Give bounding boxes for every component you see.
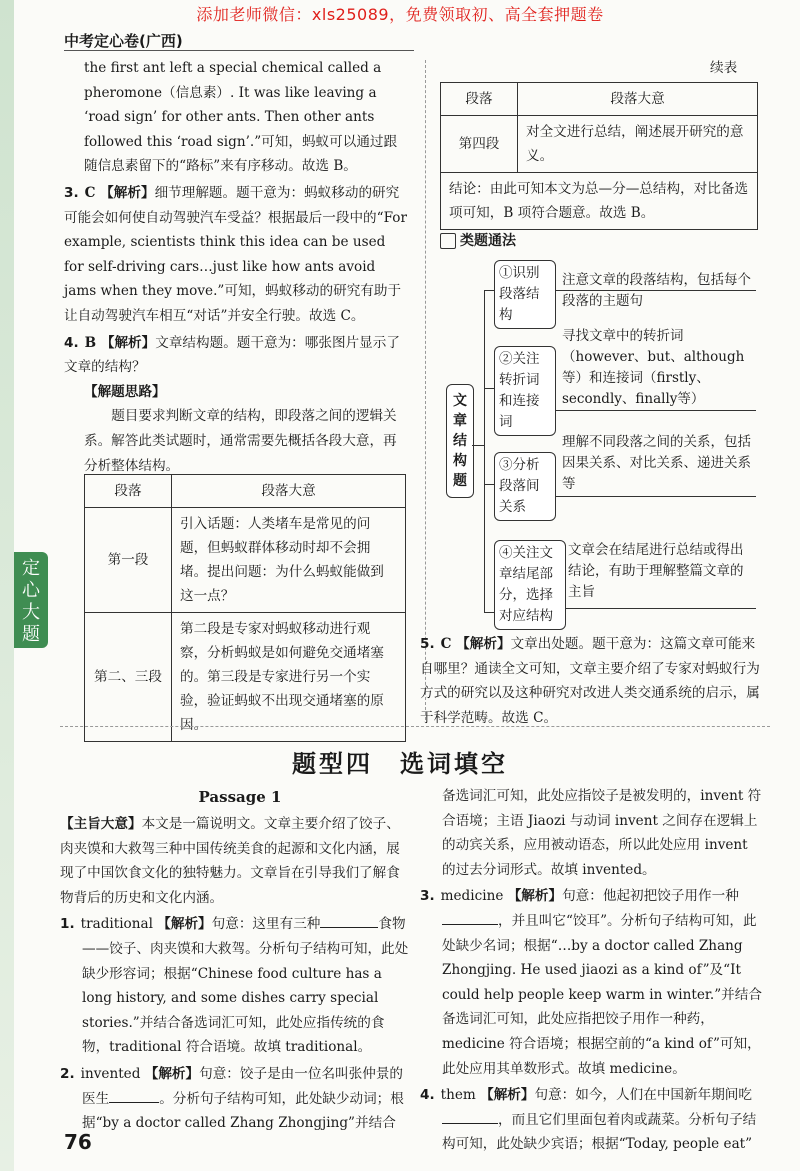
- fill-blank: [442, 1109, 498, 1124]
- mindmap-desc-4: 文章会在结尾进行总结或得出结论，有助于理解整篇文章的主旨: [568, 542, 744, 600]
- mindmap-trunk: [484, 290, 485, 612]
- answer-b4: 4. them 【解析】句意：如今，人们在中国新年期间吃，而且它们里面包着肉或蔬菜。分析句子结构可知，此处缺少宾语；根据“Today, people eat”: [420, 1087, 757, 1153]
- col-summary: 段落大意: [518, 83, 758, 116]
- mindmap-desc-1: 注意文章的段落结构，包括每个段落的主题句: [562, 272, 751, 309]
- mindmap-branch: [484, 612, 494, 613]
- promo-banner: 添加老师微信：xls25089，免费领取初、高全套押题卷: [196, 5, 604, 24]
- fill-blank: [320, 913, 378, 928]
- paragraph-table-left: [84, 474, 406, 742]
- main-idea: 【主旨大意】本文是一篇说明文。文章主要介绍了饺子、肉夹馍和大救驾三种中国传统美食的起源和文化内涵，展现了中国饮食文化的独特魅力。文章旨在引导我们了解食物背后的历史和文化内涵。: [60, 816, 400, 906]
- fill-blank: [442, 910, 498, 925]
- mindmap-root: 文章结构题: [446, 384, 474, 498]
- table-header: [85, 475, 406, 508]
- solution-idea-heading: 【解题思路】: [84, 383, 166, 400]
- mindmap-branch: [484, 484, 494, 485]
- running-header: 中考定心卷(广西): [64, 32, 183, 50]
- mindmap-node-4: ④关注文章结尾部分，选择对应结构: [494, 540, 566, 630]
- passage-title: Passage 1: [198, 788, 282, 806]
- paragraph-table-right: [440, 82, 758, 230]
- answer-5: 5. C 【解析】文章出处题。题干意为：这篇文章可能来自哪里？通读全文可知，文章主要介绍了专家对蚂蚁行为方式的研究以及这种研究对改进人类交通系统的启示，属于科学范畴。故选 C。: [420, 636, 760, 726]
- answer-4: 4. B 【解析】文章结构题。题干意为：哪张图片显示了文章的结构？: [64, 334, 400, 376]
- mindmap-leaf-link: [556, 410, 756, 411]
- continued-label: 续表: [710, 60, 738, 76]
- notebook-icon: [440, 233, 456, 249]
- mindmap-branch: [484, 388, 494, 389]
- mindmap-desc-2: 寻找文章中的转折词（however、but、although等）和连接词（firstly、secondly、finally等）: [562, 328, 745, 407]
- mindmap-node-2: ②关注转折词和连接词: [494, 346, 556, 436]
- bottom-left-column: [60, 812, 410, 1136]
- cell-paragraph: 第二、三段: [85, 613, 172, 742]
- page-number: 76: [64, 1130, 92, 1154]
- answer-b2: 2. invented 【解析】句意：饺子是由一位名叫张仲景的医生 。分析句子结构可知，此处缺少动词；根据“by a doctor called Zhang Zhongjing”并结合: [60, 1065, 404, 1132]
- col-summary: 段落大意: [172, 475, 406, 508]
- answer-3: 3. C 【解析】细节理解题。题干意为：蚂蚁移动的研究可能会如何使自动驾驶汽车受益？根据最后一段中的“For example, scientists think this idea can be used for self-driving cars…just like how ants avoid jams when they move.”可知，蚂蚁移动的研究有助于让自动驾驶汽车相互“对话”并安全行驶。故选 C。: [64, 184, 407, 324]
- mindmap-desc-3: 理解不同段落之间的关系，包括因果关系、对比关系、递进关系等: [562, 434, 751, 492]
- section-divider: [60, 726, 770, 727]
- answer-b2-continued: 备选词汇可知，此处应指饺子是被发明的，invent 符合语境；主语 Jiaozi 与动词 invent 之间存在逻辑上的动宾关系，应用被动语态，所以此处应用 invent 的过去分词形式。故填 invented。: [442, 788, 762, 878]
- cell-paragraph: 第四段: [441, 116, 518, 173]
- table-row: [85, 613, 406, 742]
- solution-idea-text: 题目要求判断文章的结构，即段落之间的逻辑关系。解答此类试题时，通常需要先概括各段大意，再分析整体结构。: [84, 408, 397, 474]
- column-divider: [425, 60, 426, 720]
- mindmap-leaf-link: [556, 496, 756, 497]
- left-green-margin: [0, 0, 14, 1171]
- table-header: [441, 83, 758, 116]
- cell-summary: 引入话题：人类堵车是常见的问题，但蚂蚁群体移动时却不会拥堵。提出问题：为什么蚂蚁能做到这一点？: [172, 508, 406, 613]
- cell-summary: 对全文进行总结，阐述展开研究的意义。: [518, 116, 758, 173]
- bottom-right-column: [420, 784, 762, 1157]
- col-paragraph: 段落: [441, 83, 518, 116]
- method-title: 类题通法: [440, 230, 516, 250]
- section-title: 题型四 选词填空: [292, 750, 508, 778]
- table-row: [85, 508, 406, 613]
- answer-b3: 3. medicine 【解析】句意：他起初把饺子用作一种，并且叫它“饺耳”。分析句子结构可知，此处缺少名词；根据“…by a doctor called Zhang Zhongjing. He used jiaozi as a kind of”及“It could help people keep warm in winter.”并结合备选词汇可知，此处应指把饺子用作一种药，medicine 符合语境；根据空前的“a kind of”可知，此处应用其单数形式。故填 medicine。: [420, 888, 762, 1077]
- left-column: [64, 56, 408, 478]
- answer-b1: 1. traditional 【解析】句意：这里有三种 食物——饺子、肉夹馍和大救驾。分析句子结构可知，此处缺少形容词；根据“Chinese food culture has a long history, and some dishes carry special stories.”并结合备选词汇可知，此处应指传统的食物，traditional 符合语境。故填 traditional。: [60, 912, 410, 1060]
- mindmap-node-1: ①识别段落结构: [494, 260, 556, 329]
- mindmap-branch: [484, 290, 494, 291]
- fill-blank: [109, 1088, 159, 1103]
- mindmap-node-3: ③分析段落间关系: [494, 452, 556, 521]
- table-conclusion-row: [441, 173, 758, 230]
- mindmap-leaf-link: [566, 608, 756, 609]
- cell-paragraph: 第一段: [85, 508, 172, 613]
- cell-conclusion: 结论：由此可知本文为总—分—总结构，对比备选项可知，B 项符合题意。故选 B。: [441, 173, 758, 230]
- col-paragraph: 段落: [85, 475, 172, 508]
- answer-continuation: the first ant left a special chemical called a pheromone（信息素）. It was like leaving a ‘road sign’ for other ants. Then other ants followed this ‘road sign’.”可知，蚂蚁可以通过跟随信息素留下的“路标”来有序移动。故选 B。: [84, 60, 398, 175]
- mindmap-root-link: [472, 445, 484, 446]
- table-row: [441, 116, 758, 173]
- side-tab: 定心大题: [14, 552, 48, 648]
- header-rule: [64, 50, 414, 51]
- cell-summary: 第二段是专家对蚂蚁移动进行观察，分析蚂蚁是如何避免交通堵塞的。第三段是专家进行另一个实验，验证蚂蚁不出现交通堵塞的原因。: [172, 613, 406, 742]
